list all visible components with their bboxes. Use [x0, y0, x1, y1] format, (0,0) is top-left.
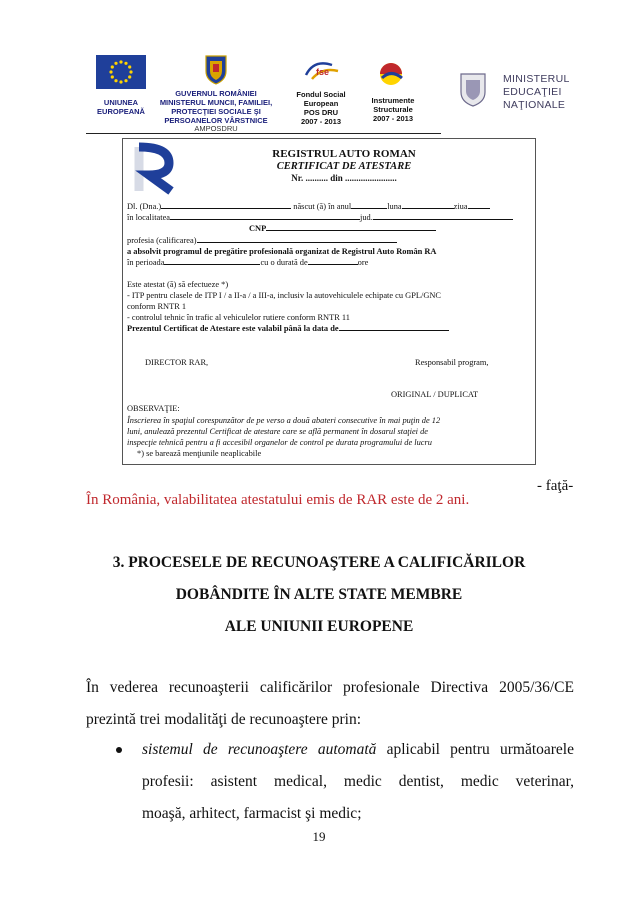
certificate-subtitle: CERTIFICAT DE ATESTARE	[276, 161, 412, 172]
cert-text: Este atestat (ă) să efectueze *)	[127, 280, 229, 289]
eu-logo	[96, 55, 146, 89]
cert-label: ore	[357, 258, 369, 267]
amposdru-label: AMPOSDRU	[194, 124, 238, 133]
face-label: - faţă-	[537, 478, 574, 494]
section-heading-line2: DOBÂNDITE ÎN ALTE STATE MEMBRE	[175, 586, 463, 603]
blank-line	[170, 219, 360, 220]
certificate-title: REGISTRUL AUTO ROMAN	[272, 148, 416, 160]
ministry-education-line: NAŢIONALE	[503, 99, 566, 111]
cert-original-duplicat: ORIGINAL / DUPLICAT	[391, 390, 479, 399]
instrumente-line: Instrumente	[371, 96, 415, 105]
cert-label: profesia (calificarea)	[127, 236, 197, 245]
cert-name-row	[127, 201, 490, 212]
cert-label: ziua	[453, 202, 468, 211]
bullet-line: profesii: asistent medical, medic dentist, medic veterinar,	[142, 773, 574, 790]
ministry-labour-line: PROTECŢIEI SOCIALE ŞI	[171, 107, 261, 116]
ministry-labour-line: PERSOANELOR VÂRSTNICE	[164, 116, 268, 125]
cert-observatie-text: Înscrierea în spaţiul corespunzător de pe verso a două abateri consecutive în mai puţin de 12	[127, 416, 441, 425]
bullet-icon	[116, 747, 122, 753]
page-number: 19	[312, 829, 326, 844]
instrumente-line: Structurale	[373, 105, 413, 114]
cert-text: - controlul tehnic în trafic al vehiculelor rutiere conform RNTR 11	[127, 313, 350, 322]
cert-label: luna	[387, 202, 402, 211]
blank-line	[351, 208, 387, 209]
cert-validity-row	[127, 323, 449, 334]
eu-label: UNIUNEA EUROPEANĂ	[97, 98, 145, 116]
cert-observatie-text: luni, anulează prezentul Certificat de atestare care se află permanent în dosarul staţiei de	[127, 427, 428, 436]
instrumente-line: 2007 - 2013	[372, 114, 414, 123]
romania-coat-of-arms-icon	[203, 53, 229, 85]
cert-locality-row	[127, 212, 513, 223]
validity-note: În România, valabilitatea atestatului emis de RAR este de 2 ani.	[86, 492, 470, 508]
blank-line	[161, 208, 291, 209]
blank-line	[373, 219, 513, 220]
cert-label: în perioada	[127, 258, 165, 267]
cert-label: Prezentul Certificat de Atestare este valabil până la data de	[127, 324, 339, 333]
cert-profession-row	[127, 235, 397, 246]
section-heading-line3: ALE UNIUNII EUROPENE	[224, 618, 414, 635]
paragraph-line: prezintă trei modalităţi de recunoaştere prin:	[86, 711, 362, 728]
government-title: GUVERNUL ROMÂNIEI	[175, 89, 257, 98]
cert-label: în localitatea	[127, 213, 171, 222]
ministry-education-line: EDUCAŢIEI	[503, 86, 562, 98]
bullet-line: moaşă, arhitect, farmacist şi medic;	[142, 805, 362, 822]
blank-line	[164, 264, 260, 265]
cert-footnote: *) se barează menţiunile neaplicabile	[137, 449, 262, 458]
cert-label: născut (ă) în anul	[293, 202, 352, 211]
bullet-text: aplicabil pentru următoarele	[376, 741, 574, 758]
blank-line	[468, 208, 490, 209]
cert-label: cu o durată de	[260, 258, 308, 267]
cert-label: CNP	[249, 224, 267, 233]
fse-logo-icon	[302, 57, 342, 83]
certificate-image	[122, 138, 536, 465]
fse-line: POS DRU	[303, 108, 339, 117]
ministry-education-line: MINISTERUL	[503, 73, 570, 85]
certificate-number-line: Nr. .......... din .......................	[291, 173, 397, 183]
cert-program-row: a absolvit programul de pregătire profesională organizat de Registrul Auto Român RA	[127, 247, 437, 256]
blank-line	[308, 264, 358, 265]
fse-line: 2007 - 2013	[300, 117, 342, 126]
cert-responsabil: Responsabil program,	[415, 358, 489, 367]
blank-line	[402, 208, 454, 209]
cert-label: Dl. (Dna.)	[127, 202, 162, 211]
cert-cnp-row	[249, 223, 436, 234]
cert-text: - ITP pentru clasele de ITP I / a II-a / a III-a, inclusiv la autovehiculele echipate cu GPL/GNC	[127, 291, 442, 300]
ministry-education-label	[503, 73, 570, 112]
bullet-emphasis: sistemul de recunoaştere automată	[142, 741, 377, 758]
header-divider	[86, 133, 441, 134]
ministry-education-crest-icon	[457, 70, 489, 108]
cert-text: conform RNTR 1	[127, 302, 187, 311]
eu-flag-icon	[96, 55, 146, 89]
blank-line	[197, 242, 397, 243]
cert-label: jud.	[360, 213, 373, 222]
cert-period-row	[127, 257, 368, 268]
bullet-line	[142, 734, 574, 766]
blank-line	[266, 230, 436, 231]
fse-line: European	[303, 99, 339, 108]
cert-observatie-title: OBSERVAŢIE:	[127, 404, 180, 413]
section-heading-line1: 3. PROCESELE DE RECUNOAŞTERE A CALIFICĂRILOR	[112, 554, 526, 571]
cert-director: DIRECTOR RAR,	[145, 358, 209, 367]
blank-line	[339, 330, 449, 331]
instrumente-structurale-logo-icon	[376, 60, 406, 88]
paragraph-line: În vederea recunoaşterii calificărilor profesionale Directiva 2005/36/CE	[86, 679, 574, 696]
fse-line: Fondul Social	[296, 90, 346, 99]
svg-text:fse: fse	[316, 67, 330, 77]
cert-observatie-text: inspecţie tehnică pentru a fi accesibil organelor de control pe durata programului de lucru	[127, 438, 432, 447]
ministry-labour-line: MINISTERUL MUNCII, FAMILIEI,	[159, 98, 273, 107]
